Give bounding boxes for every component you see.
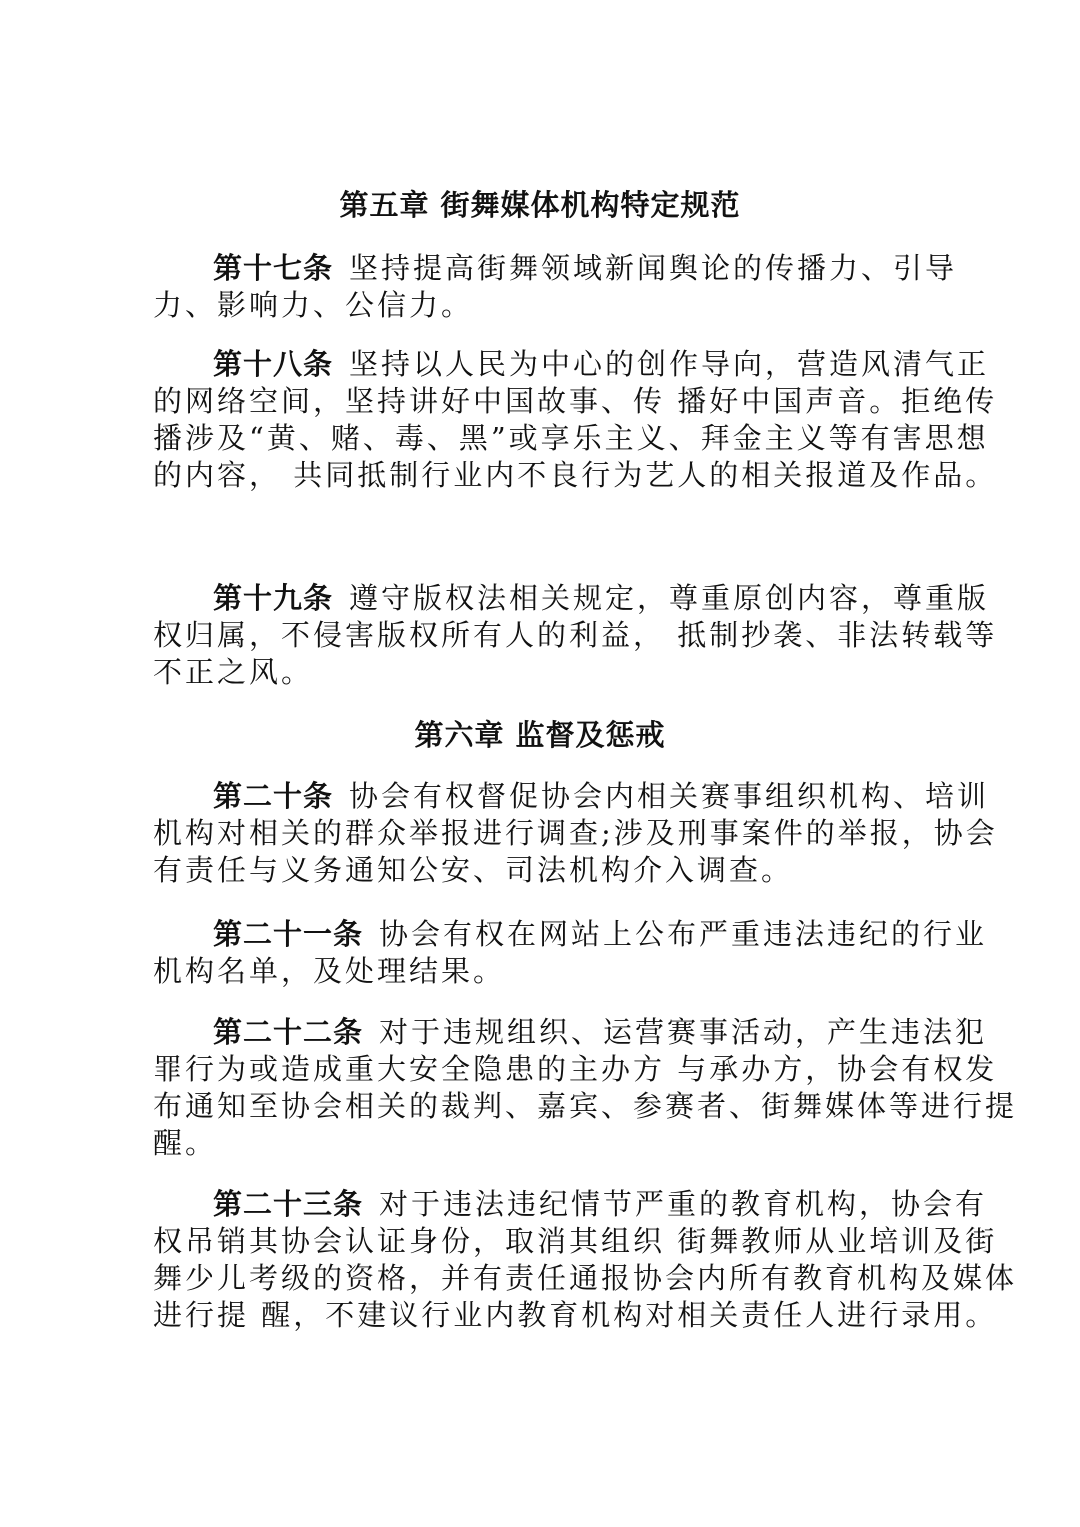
paragraph-line: 醒。 [153,1126,218,1160]
article-18 [153,346,998,494]
article-17 [153,250,958,324]
chapter-5-heading: 第五章 街舞媒体机构特定规范 [339,188,741,222]
paragraph-line [153,250,958,287]
paragraph-line: 机构名单，及处理结果。 [153,954,506,988]
article-21 [153,916,988,990]
paragraph-line: 播涉及“黄、赌、毒、黑”或享乐主义、拜金主义等有害思想 [153,421,989,455]
paragraph-line [153,580,990,617]
article-label: 第二十二条 [213,1015,364,1049]
paragraph-line: 布通知至协会相关的裁判、嘉宾、参赛者、街舞媒体等进行提 [153,1089,1018,1123]
paragraph-line: 的内容， 共同抵制行业内不良行为艺人的相关报道及作品。 [153,458,998,492]
paragraph-line: 罪行为或造成重大安全隐患的主办方 与承办方，协会有权发 [153,1052,998,1086]
paragraph-line: 权吊销其协会认证身份，取消其组织 街舞教师从业培训及街 [153,1224,998,1258]
paragraph-line: 机构对相关的群众举报进行调查;涉及刑事案件的举报，协会 [153,816,998,850]
article-23 [153,1186,1018,1334]
paragraph-line [153,778,990,815]
paragraph-line: 力、影响力、公信力。 [153,288,474,322]
article-text: 对于违法违纪情节严重的教育机构，协会有 [379,1187,988,1221]
article-label: 第十八条 [213,347,334,381]
article-text: 协会有权督促协会内相关赛事组织机构、培训 [349,779,990,813]
paragraph-line [153,1014,988,1051]
article-text: 遵守版权法相关规定，尊重原创内容，尊重版 [349,581,990,615]
article-text: 协会有权在网站上公布严重违法违纪的行业 [379,917,988,951]
article-text: 对于违规组织、运营赛事活动，产生违法犯 [379,1015,988,1049]
paragraph-line: 有责任与义务通知公安、司法机构介入调查。 [153,853,794,887]
paragraph-line: 的网络空间，坚持讲好中国故事、传 播好中国声音。拒绝传 [153,384,998,418]
paragraph-line [153,1186,988,1223]
article-19 [153,580,998,691]
article-text: 坚持以人民为中心的创作导向，营造风清气正 [349,347,990,381]
article-text: 坚持提高街舞领域新闻舆论的传播力、引导 [349,251,958,285]
chapter-6-heading: 第六章 监督及惩戒 [414,718,666,752]
article-label: 第十九条 [213,581,334,615]
article-22 [153,1014,1018,1162]
paragraph-line: 进行提 醒，不建议行业内教育机构对相关责任人进行录用。 [153,1298,998,1332]
paragraph-line: 不正之风。 [153,655,314,689]
article-label: 第二十三条 [213,1187,364,1221]
article-label: 第十七条 [213,251,334,285]
paragraph-line: 权归属，不侵害版权所有人的利益， 抵制抄袭、非法转载等 [153,618,998,652]
article-label: 第二十一条 [213,917,364,951]
paragraph-line: 舞少儿考级的资格，并有责任通报协会内所有教育机构及媒体 [153,1261,1018,1295]
paragraph-line [153,916,988,953]
article-20 [153,778,998,889]
paragraph-line [153,346,990,383]
article-label: 第二十条 [213,779,334,813]
